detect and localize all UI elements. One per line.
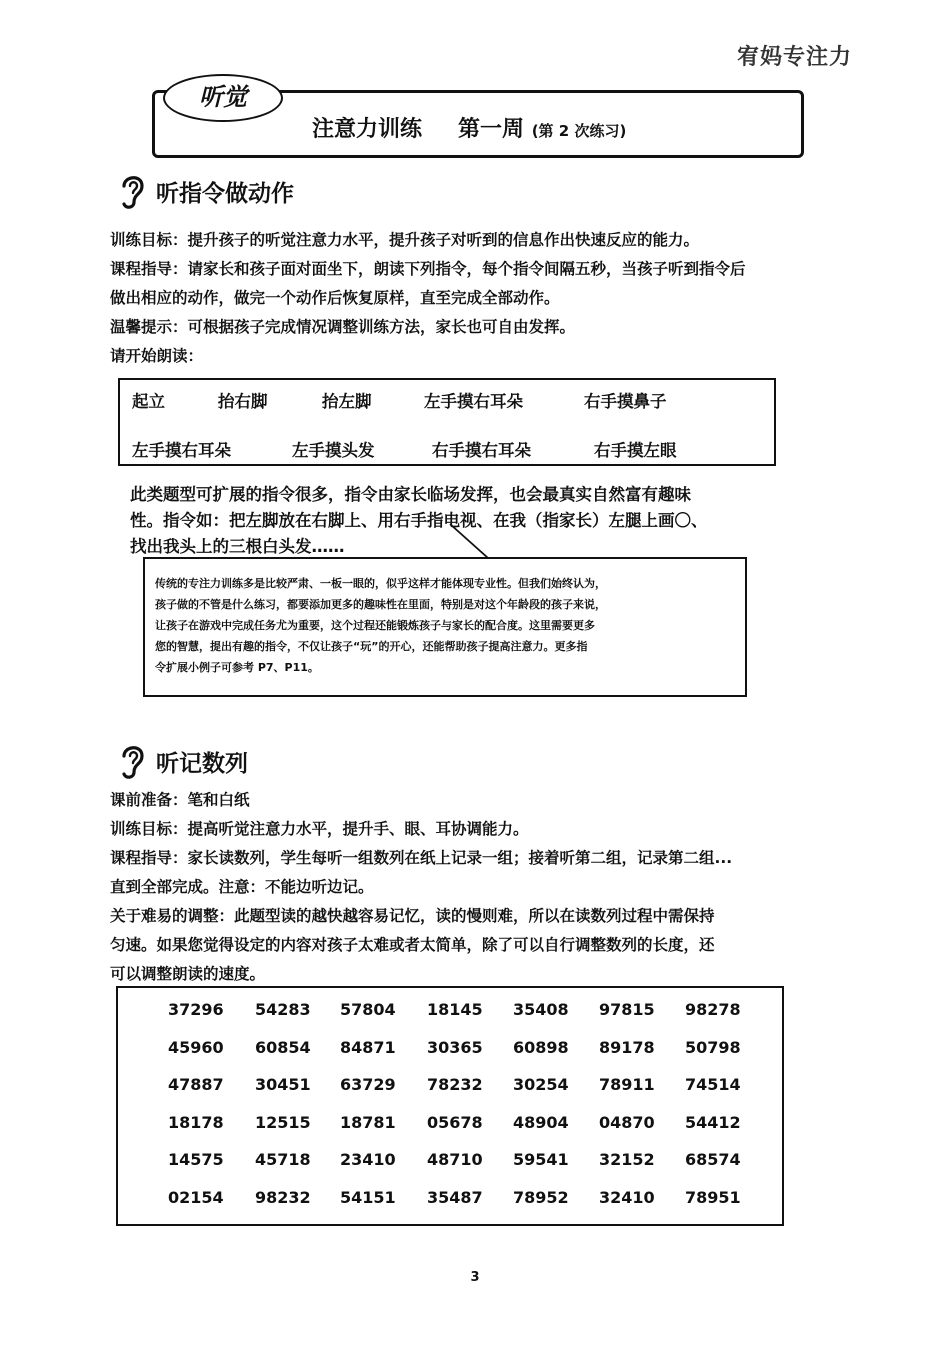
command-box: [118, 378, 776, 466]
banner-title-text: 注意力训练: [312, 117, 423, 142]
instruction-line: 训练目标：提升孩子的听觉注意力水平，提升孩子对听到的信息作出快速反应的能力。: [110, 231, 700, 249]
instruction-line: 温馨提示：可根据孩子完成情况调整训练方法，家长也可自由发挥。: [110, 318, 576, 336]
number-cell: 45718: [255, 1150, 311, 1169]
number-cell: 97815: [599, 1000, 655, 1019]
extension-line: 此类题型可扩展的指令很多，指令由家长临场发挥，也会最真实自然富有趣味: [130, 485, 691, 504]
number-cell: 48904: [513, 1112, 569, 1132]
brand-title: 宥妈专注力: [736, 45, 852, 70]
number-cell: 78951: [685, 1187, 741, 1207]
command-item: 抬右脚: [218, 392, 268, 411]
number-cell: 02154: [168, 1187, 224, 1207]
number-cell: 23410: [340, 1150, 396, 1169]
note-line: 孩子做的不管是什么练习，都要添加更多的趣味性在里面，特别是对这个年龄段的孩子来说，: [155, 598, 606, 611]
note-line: 您的智慧，提出有趣的指令，不仅让孩子“玩”的开心，还能帮助孩子提高注意力。更多指: [155, 640, 588, 653]
number-sequence-table: [116, 986, 784, 1226]
extension-line: 找出我头上的三根白头发……: [130, 537, 345, 556]
note-line: 令扩展小例子可参考 P7、P11。: [155, 661, 319, 674]
number-cell: 98278: [685, 1000, 741, 1019]
section2-instructions: [110, 786, 860, 989]
number-cell: 89178: [599, 1037, 655, 1057]
number-cell: 18178: [168, 1112, 224, 1132]
page-number: 3: [470, 1270, 480, 1285]
number-cell: 30451: [255, 1075, 311, 1094]
number-cell: 98232: [255, 1187, 311, 1207]
number-cell: 45960: [168, 1037, 224, 1057]
section2-title: 听记数列: [156, 750, 248, 777]
number-cell: 60898: [513, 1037, 569, 1057]
section2-heading: [118, 742, 248, 780]
tip-note-text: [155, 573, 735, 678]
banner-title: [312, 112, 626, 143]
number-cell: 04870: [599, 1112, 655, 1132]
command-item: 右手摸鼻子: [584, 392, 667, 411]
number-cell: 32152: [599, 1150, 655, 1169]
number-cell: 18781: [340, 1112, 396, 1132]
command-item: 左手摸右耳朵: [132, 441, 231, 460]
section1-title: 听指令做动作: [156, 180, 294, 207]
instruction-line: 直到全部完成。注意：不能边听边记。: [110, 878, 374, 896]
command-item: 抬左脚: [322, 392, 372, 411]
number-cell: 50798: [685, 1037, 741, 1057]
instruction-line: 关于难易的调整：此题型读的越快越容易记忆，读的慢则难，所以在读数列过程中需保持: [110, 907, 715, 925]
number-cell: 57804: [340, 1000, 396, 1019]
number-cell: 78952: [513, 1187, 569, 1207]
number-cell: 30254: [513, 1075, 569, 1094]
section1-heading: [118, 172, 294, 210]
number-cell: 05678: [427, 1112, 483, 1132]
banner-tab-label: 听觉: [163, 74, 283, 122]
instruction-line: 可以调整朗读的速度。: [110, 965, 266, 983]
command-item: 右手摸左眼: [594, 441, 677, 460]
instruction-line: 课程指导：请家长和孩子面对面坐下，朗读下列指令，每个指令间隔五秒，当孩子听到指令后: [110, 260, 746, 278]
number-cell: 60854: [255, 1037, 311, 1057]
number-cell: 68574: [685, 1150, 741, 1169]
number-cell: 30365: [427, 1037, 483, 1057]
number-cell: 59541: [513, 1150, 569, 1169]
number-cell: 54412: [685, 1112, 741, 1132]
instruction-line: 课前准备：笔和白纸: [110, 791, 250, 809]
number-cell: 78911: [599, 1075, 655, 1094]
instruction-line: 训练目标：提高听觉注意力水平，提升手、眼、耳协调能力。: [110, 820, 529, 838]
number-cell: 37296: [168, 1000, 224, 1019]
number-cell: 47887: [168, 1075, 224, 1094]
section1-instructions: [110, 226, 860, 371]
ear-icon: [118, 172, 146, 210]
number-cell: 32410: [599, 1187, 655, 1207]
instruction-line: 做出相应的动作，做完一个动作后恢复原样，直至完成全部动作。: [110, 289, 560, 307]
ear-icon: [118, 742, 146, 780]
number-cell: 35408: [513, 1000, 569, 1019]
extension-line: 性。指令如：把左脚放在右脚上、用右手指电视、在我（指家长）左腿上画〇、: [130, 511, 708, 530]
number-cell: 63729: [340, 1075, 396, 1094]
number-cell: 14575: [168, 1150, 224, 1169]
command-item: 右手摸右耳朵: [432, 441, 531, 460]
instruction-line: 课程指导：家长读数列，学生每听一组数列在纸上记录一组；接着听第二组，记录第二组...: [110, 849, 733, 867]
number-cell: 74514: [685, 1075, 741, 1094]
command-item: 左手摸头发: [292, 441, 375, 460]
number-cell: 35487: [427, 1187, 483, 1207]
note-line: 传统的专注力训练多是比较严肃、一板一眼的，似乎这样才能体现专业性。但我们始终认为，: [155, 577, 606, 590]
number-cell: 54151: [340, 1187, 396, 1207]
command-item: 起立: [132, 392, 165, 411]
command-item: 左手摸右耳朵: [424, 392, 523, 411]
instruction-line: 请开始朗读：: [110, 347, 204, 365]
banner-week: 第一周: [458, 117, 525, 142]
number-cell: 48710: [427, 1150, 483, 1169]
number-cell: 54283: [255, 1000, 311, 1019]
callout-pointer: [440, 522, 670, 562]
number-cell: 78232: [427, 1075, 483, 1094]
note-line: 让孩子在游戏中完成任务尤为重要，这个过程还能锻炼孩子与家长的配合度。这里需要更多: [155, 619, 595, 632]
banner-session: (第 2 次练习): [531, 122, 627, 140]
number-cell: 12515: [255, 1112, 311, 1132]
instruction-line: 匀速。如果您觉得设定的内容对孩子太难或者太简单，除了可以自行调整数列的长度，还: [110, 936, 715, 954]
number-cell: 18145: [427, 1000, 483, 1019]
tip-note-box: [143, 557, 747, 697]
number-cell: 84871: [340, 1037, 396, 1057]
